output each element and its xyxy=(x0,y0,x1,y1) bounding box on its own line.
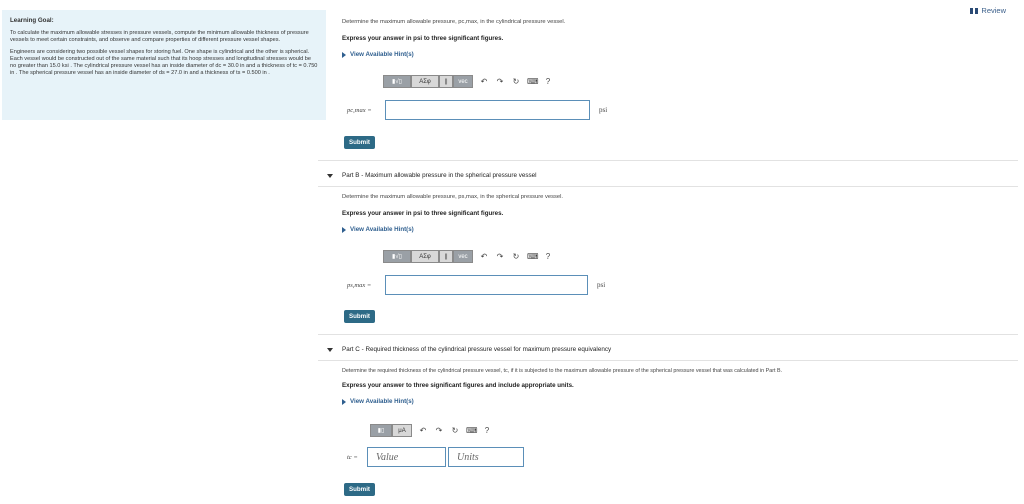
help-icon[interactable]: ? xyxy=(545,77,551,86)
part-b-answer-row xyxy=(347,275,605,295)
divider xyxy=(318,160,1018,161)
undo-icon[interactable]: ↶ xyxy=(480,252,488,261)
part-c-label: tc = xyxy=(347,454,358,461)
part-a-hint-label: View Available Hint(s) xyxy=(350,51,414,58)
part-a-answer-input[interactable] xyxy=(385,100,590,120)
part-c-submit-button[interactable]: Submit xyxy=(344,483,375,496)
learning-goal-panel xyxy=(2,10,326,120)
problem-statement: Engineers are considering two possible vessel shapes for storing fuel. One shape is cylindrical and the other is spherical. Each vessel would be constructed out of the same material such that its hoop stresses and longitudinal stresses would be no greater than 15.0 ksi . The cylindrical pressure vessel has an inside diameter of dc = 30.0 in and a thickness of tc = 0.750 in . The spherical pressure vessel has an inside diameter of ds = 27.0 in and a thickness of ts = 0.500 in . xyxy=(10,49,318,76)
abs-button[interactable]: || xyxy=(439,75,453,88)
review-label: Review xyxy=(981,6,1006,15)
vec-button[interactable]: vec xyxy=(453,250,473,263)
redo-icon[interactable]: ↷ xyxy=(496,252,504,261)
undo-icon[interactable]: ↶ xyxy=(419,426,427,435)
part-b-hint-label: View Available Hint(s) xyxy=(350,226,414,233)
part-a-answer-row xyxy=(347,100,607,120)
abs-button[interactable]: || xyxy=(439,250,453,263)
part-c-toolbar xyxy=(370,424,492,437)
learning-goal-text: To calculate the maximum allowable stresses in pressure vessels, compute the minimum allowable thickness of pressure vessels to meet certain constraints, and observe and compare properties of different pressure vessel shapes. xyxy=(10,30,309,43)
part-b-label: ps,max = xyxy=(347,281,372,289)
template-button[interactable]: ▮√▯ xyxy=(383,75,411,88)
template-button[interactable]: ▮√▯ xyxy=(383,250,411,263)
part-a-hint-toggle[interactable] xyxy=(342,51,414,58)
part-c-question: Determine the required thickness of the cylindrical pressure vessel, tc, if it is subjected to the maximum allowable pressure of the spherical pressure vessel that was calculated in Part B. xyxy=(342,368,783,374)
part-c-hint-label: View Available Hint(s) xyxy=(350,398,414,405)
part-a-question: Determine the maximum allowable pressure, pc,max, in the cylindrical pressure vessel. xyxy=(342,19,566,25)
part-b-hint-toggle[interactable] xyxy=(342,226,414,233)
divider xyxy=(318,186,1018,187)
reset-icon[interactable]: ↻ xyxy=(512,252,520,261)
part-c-instruction: Express your answer to three significant figures and include appropriate units. xyxy=(342,382,574,389)
reset-icon[interactable]: ↻ xyxy=(451,426,459,435)
part-b-toolbar xyxy=(383,250,553,263)
vec-button[interactable]: vec xyxy=(453,75,473,88)
redo-icon[interactable]: ↷ xyxy=(496,77,504,86)
part-a-label: pc,max = xyxy=(347,106,372,114)
keyboard-icon[interactable]: ⌨ xyxy=(466,426,478,435)
part-b-instruction: Express your answer in psi to three significant figures. xyxy=(342,210,504,217)
caret-right-icon xyxy=(342,227,346,233)
part-a-toolbar xyxy=(383,75,553,88)
part-a-submit-button[interactable]: Submit xyxy=(344,136,375,149)
part-a-unit: psi xyxy=(599,106,608,114)
review-icon xyxy=(970,8,978,14)
units-button[interactable]: μA xyxy=(392,424,412,437)
caret-right-icon xyxy=(342,399,346,405)
keyboard-icon[interactable]: ⌨ xyxy=(527,77,539,86)
keyboard-icon[interactable]: ⌨ xyxy=(527,252,539,261)
divider xyxy=(318,360,1018,361)
part-b-title: Part B - Maximum allowable pressure in the spherical pressure vessel xyxy=(342,172,537,179)
review-link[interactable] xyxy=(970,6,1006,15)
divider xyxy=(318,334,1018,335)
reset-icon[interactable]: ↻ xyxy=(512,77,520,86)
learning-goal-heading: Learning Goal: xyxy=(10,17,54,24)
help-icon[interactable]: ? xyxy=(545,252,551,261)
part-a-instruction: Express your answer in psi to three significant figures. xyxy=(342,35,504,42)
undo-icon[interactable]: ↶ xyxy=(480,77,488,86)
caret-down-icon xyxy=(327,348,333,352)
part-c-title: Part C - Required thickness of the cylindrical pressure vessel for maximum pressure equivalency xyxy=(342,346,612,353)
part-b-unit: psi xyxy=(597,281,606,289)
part-b-question: Determine the maximum allowable pressure, ps,max, in the spherical pressure vessel. xyxy=(342,194,564,200)
part-c-value-input[interactable]: Value xyxy=(367,447,446,467)
part-b-header[interactable] xyxy=(327,172,537,179)
template-button[interactable]: ▮▯ xyxy=(370,424,392,437)
help-icon[interactable]: ? xyxy=(484,426,490,435)
part-c-hint-toggle[interactable] xyxy=(342,398,414,405)
caret-down-icon xyxy=(327,174,333,178)
part-c-units-input[interactable]: Units xyxy=(448,447,524,467)
part-b-answer-input[interactable] xyxy=(385,275,588,295)
part-c-header[interactable] xyxy=(327,346,611,353)
caret-right-icon xyxy=(342,52,346,58)
greek-button[interactable]: ΑΣφ xyxy=(411,250,439,263)
redo-icon[interactable]: ↷ xyxy=(435,426,443,435)
greek-button[interactable]: ΑΣφ xyxy=(411,75,439,88)
part-b-submit-button[interactable]: Submit xyxy=(344,310,375,323)
